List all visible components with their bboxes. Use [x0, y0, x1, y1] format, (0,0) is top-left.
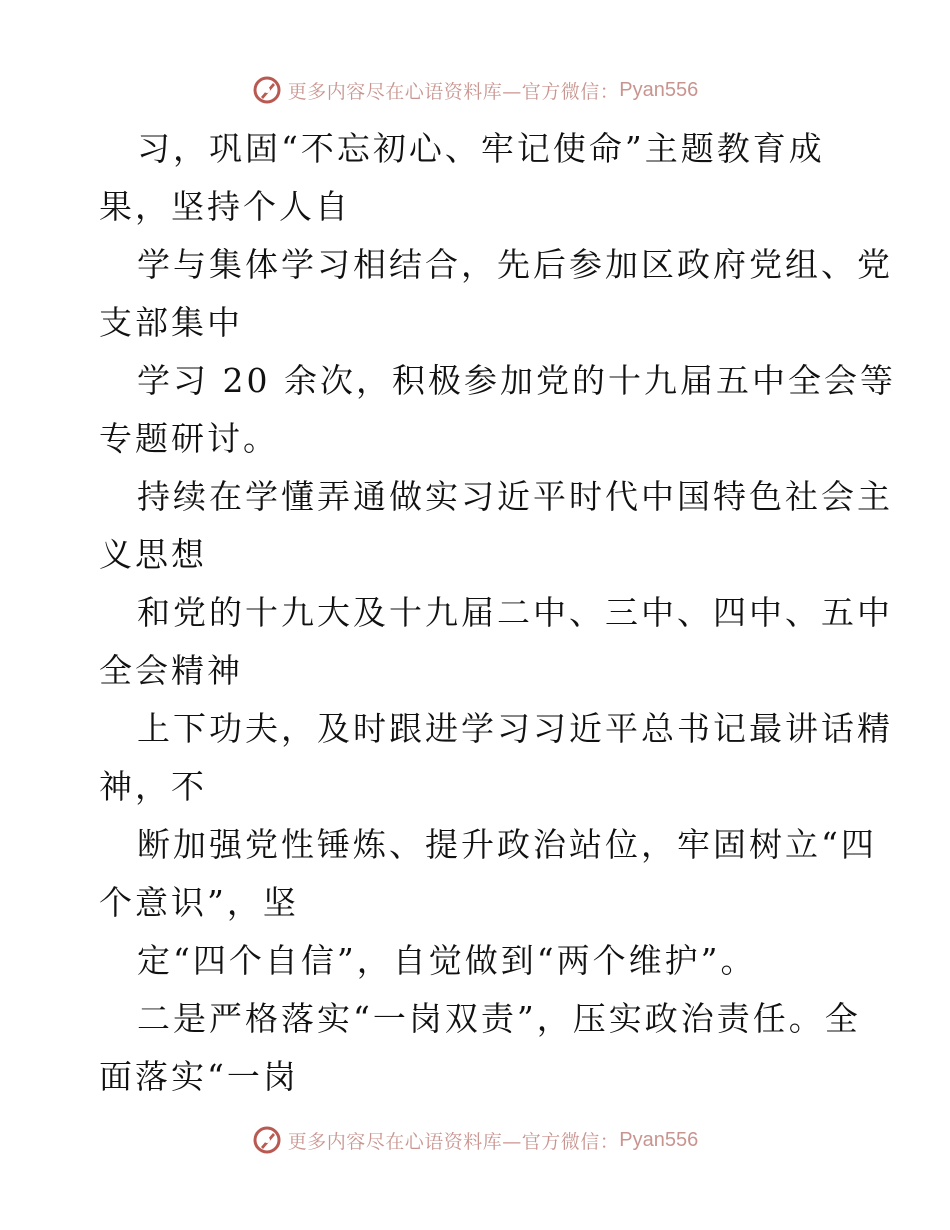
text-line: 和党的十九大及十九届二中、三中、四中、五中 — [137, 593, 893, 632]
text-line: 个意识”，坚 — [99, 883, 299, 922]
text-line: 习，巩固“不忘初心、牢记使命”主题教育成 — [137, 129, 825, 168]
text-line: 学习 20 余次，积极参加党的十九届五中全会等 — [137, 361, 896, 400]
text-line: 支部集中 — [99, 303, 243, 342]
pen-logo-icon — [252, 75, 282, 105]
banner-text: 更多内容尽在心语资料库—官方微信： — [287, 80, 620, 103]
text-line: 持续在学懂弄通做实习近平时代中国特色社会主 — [137, 477, 893, 516]
text-line: 全会精神 — [99, 651, 243, 690]
text-line: 断加强党性锤炼、提升政治站位，牢固树立“四 — [137, 825, 877, 864]
text-line: 二是严格落实“一岗双责”，压实政治责任。全 — [137, 999, 861, 1038]
footer-watermark-banner — [0, 1120, 950, 1160]
text-line: 果，坚持个人自 — [99, 187, 351, 226]
text-line: 定“四个自信”，自觉做到“两个维护”。 — [137, 941, 757, 980]
header-watermark-banner — [0, 70, 950, 110]
text-line: 上下功夫，及时跟进学习习近平总书记最讲话精 — [137, 709, 893, 748]
banner-text: 更多内容尽在心语资料库—官方微信： — [287, 1130, 620, 1153]
text-line: 面落实“一岗 — [99, 1057, 299, 1096]
text-line: 学与集体学习相结合，先后参加区政府党组、党 — [137, 245, 893, 284]
text-line: 义思想 — [99, 535, 207, 574]
text-line: 专题研讨。 — [99, 419, 279, 458]
banner-wechat-id: Pyan556 — [619, 78, 699, 101]
banner-wechat-id: Pyan556 — [619, 1128, 699, 1151]
document-body — [99, 120, 896, 1106]
text-line: 神，不 — [99, 767, 207, 806]
pen-logo-icon — [252, 1125, 282, 1155]
